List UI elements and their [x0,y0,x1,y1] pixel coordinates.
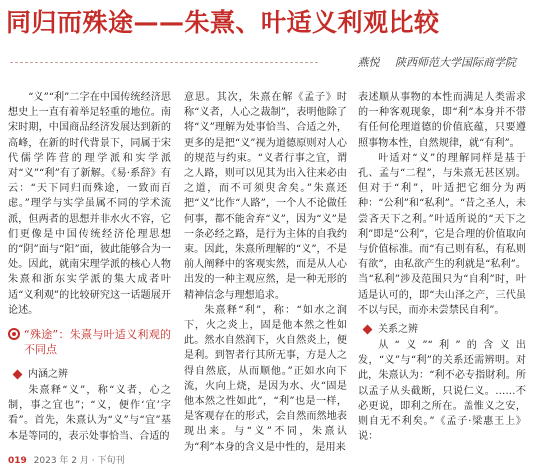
subheading-text: 内涵之辨 [28,369,68,381]
subheading [358,322,526,337]
subheading [8,367,171,382]
text-column-1 [8,90,171,444]
diamond-bullet-icon [13,370,23,380]
author-affiliation: 陕西师范大学国际商学院 [395,56,516,69]
page-footer [8,453,124,466]
diamond-bullet-icon [363,325,373,335]
paragraph: 从“义”“利”的含义出发，“义”与“利”的关系还需辨明。对此，朱熹认为：“利不必专指財利。所以孟子从头截断，只说仁义。……不必更说，即利之所在。盖惟义之安，则自无不利矣。”《孟子·梁惠王上》说： [358,340,526,443]
paragraph: 朱熹释“利”，称：“如水之润下，火之炎上，固是他本然之性如此。然水自然润下，火自然炎上，便是利。到智者行其所无事，方是人之得自然底，从而顺他。”正如水向下流，火向上烧，是因为水、火“固是他本然之性如此”，“利”也是一样，是客观存在的形式，会自然而然地表现出来。与“义”不同，朱熹认为“利”本身的含义是中性的，是用来 [184,304,347,453]
byline [358,54,517,70]
target-bullet-icon [8,328,20,340]
paragraph: 表述顺从事物的本性而满足人类需求的一种客观现象，即“利”本身并不带有任何伦理道德的价值底蕴，只要遵照事物本性，自然规律，就“有利”。 [358,92,526,149]
section-heading [8,327,171,357]
text-column-3 [358,90,526,444]
paragraph: 朱熹释“义”，称“义者，心之制，事之宜也”；“义，便作‘宜’字看”。首先，朱熹认为“义”与“宜”基本是等同的，表示处事恰当、合适的 [8,385,171,442]
section-heading-text: “殊途”：朱熹与叶适义利观的不同点 [24,328,171,357]
issue-info: 2023 年 2 月 · 下旬刊 [33,456,125,466]
page-number: 019 [8,456,27,466]
subheading-text: 关系之辨 [378,324,418,336]
paragraph: 叶适对“义”的理解同样是基于孔、孟与“二程”，与朱熹无甚区别。但对于“利”，叶适把它细分为两种：“公利”和“私利”。“昔之圣人，未尝吝天下之利。”叶适所说的“天下之利”即是“公利”，它是合理的价值取向与价值标准。而“有己则有私，有私则有欲”，由私欲产生的利就是“私利”。当“私利”涉及范围只为“自利”时，叶适是认可的，即“夫山泽之产，三代虽不以与民，而亦未尝禁民自利”。 [358,152,526,316]
text-column-2 [184,90,347,455]
byline-divider [10,62,318,63]
paragraph: 意思。其次，朱熹在解《孟子》时称“义者，人心之裁制”，表明他除了将“义”理解为处事恰当、合适之外，更多的是把“义”视为道德原则对人心的规范与约束。“义者行事之宜，谓之人路，则可以见其为出入往来必由之道，而不可须臾舍矣。”朱熹还把“义”比作“人路”，一个人不论做任何事，都不能舍弃“义”，因为“义”是一条必经之路，是行为主体的自我约束。因此，朱熹所理解的“义”，不是前人阐释中的客观实然，而是从人心出发的一种主观应然，是一种无形的精神信念与理想追求。 [184,92,347,301]
article-title: 同归而殊途——朱熹、叶适义利观比较 [6,8,440,37]
author-name: 燕悦 [357,56,380,69]
paragraph: “义”“利”二字在中国传统经济思想史上一直有着举足轻重的地位。南宋时期，中国商品经济发展达到新的高峰，在新的时代背景下，同属于宋代儒学阵营的理学派和实学派对“义”“利”有了新解。《易·系辞》有云：“天下同归而殊途，一致而百虑。”理学与实学虽属不同的学术流派，但两者的思想并非水火不容，它们更像是中国传统经济伦理思想的“阴”面与“阳”面，彼此能够合为一处。因此，就南宋理学派的核心人物朱熹和浙东实学派的集大成者叶适“义利观”的比较研究这一话题展开论述。 [8,92,171,316]
